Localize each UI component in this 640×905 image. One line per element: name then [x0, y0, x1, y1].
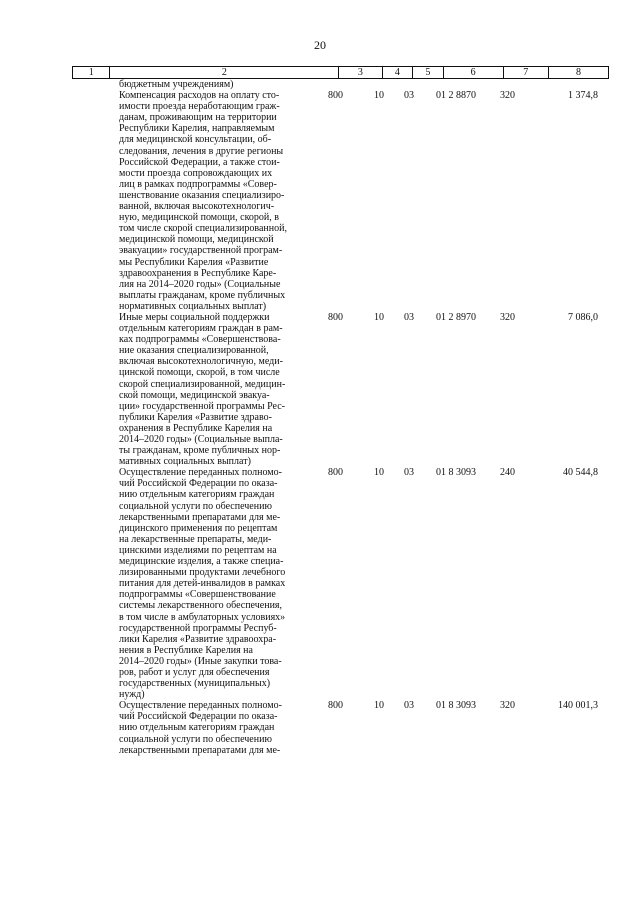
row-section-code: 10	[374, 311, 384, 323]
continuation-row	[0, 79, 640, 90]
row-target-article: 01 2 8870	[436, 90, 476, 102]
page-number: 20	[314, 38, 326, 52]
column-header-7: 7	[503, 67, 548, 79]
row-ministry-code: 800	[328, 467, 343, 479]
row-expense-type: 320	[500, 700, 515, 712]
row-subsection-code: 03	[404, 700, 414, 712]
row-amount: 1 374,8	[568, 90, 598, 102]
column-header-3: 3	[339, 67, 382, 79]
row-description: Осуществление переданных полномо- чий Российской Федерации по оказа- нию отдельным категориям граждан социальной услуги по обеспечению лекарственными препаратами для ме- дицинского применения по рецептам на лекарственные препараты, меди- цинскими изделиями по рецептам на медицинские изделия, а также специа- лизированными продуктами лечебного питания для детей-инвалидов в рамках подпрограммы «Совершенствование системы лекарственного обеспечения, в том числе в амбулаторных условиях» государственной программы Респуб- лики Карелия «Развитие здравоохра- нения в Республике Карелия на 2014–2020 годы» (Иные закупки това- ров, работ и услуг для обеспечения государственных (муниципальных) нужд)	[119, 467, 286, 701]
table-row	[0, 90, 640, 312]
row-amount: 40 544,8	[563, 467, 598, 479]
column-header-row	[72, 66, 609, 79]
row-section-code: 10	[374, 90, 384, 102]
row-description: Компенсация расходов на оплату сто- имости проезда неработающим граж- данам, проживающим на территории Республики Карелия, направляемым для медицинской консультации, об- следования, лечения в другие регионы Российской Федерации, а также стои- мости проезда сопровождающих их лиц в рамках подпрограммы «Совер- шенствование оказания специализиро- ванной, включая высокотехнологич- ную, медицинской помощи, скорой, в том числе скорой специализированной, медицинской помощи, медицинской эвакуации» государственной програм- мы Республики Карелия «Развитие здравоохранения в Республике Каре- лия на 2014–2020 годы» (Социальные выплаты гражданам, кроме публичных нормативных социальных выплат)	[119, 90, 287, 312]
row-subsection-code: 03	[404, 467, 414, 479]
table-row	[0, 312, 640, 467]
row-expense-type: 320	[500, 90, 515, 102]
table-body	[0, 79, 640, 756]
row-section-code: 10	[374, 700, 384, 712]
row-target-article: 01 2 8970	[436, 311, 476, 323]
row-ministry-code: 800	[328, 90, 343, 102]
row-ministry-code: 800	[328, 700, 343, 712]
column-header-5: 5	[413, 67, 444, 79]
row-target-article: 01 8 3093	[436, 467, 476, 479]
table-row	[0, 467, 640, 700]
table-row	[0, 700, 640, 755]
row-description: Осуществление переданных полномо- чий Российской Федерации по оказа- нию отдельным категориям граждан социальной услуги по обеспечению лекарственными препаратами для ме-	[119, 700, 282, 756]
row-subsection-code: 03	[404, 311, 414, 323]
column-header-6: 6	[443, 67, 503, 79]
row-expense-type: 320	[500, 311, 515, 323]
row-amount: 140 001,3	[558, 700, 598, 712]
row-description: Иные меры социальной поддержки отдельным категориям граждан в рам- ках подпрограммы «Совершенствова- ние оказания специализированной, включая высокотехнологичную, меди- цинской помощи, скорой, в том числе скорой специализированной, медицин- ской помощи, медицинской эвакуа- ции» государственной программы Рес- публики Карелия «Развитие здраво- охранения в Республике Карелия на 2014–2020 годы» (Социальные выпла- ты гражданам, кроме публичных нор- мативных социальных выплат)	[119, 311, 286, 468]
row-target-article: 01 8 3093	[436, 700, 476, 712]
column-header-1: 1	[73, 67, 110, 79]
column-header-2: 2	[110, 67, 339, 79]
continuation-text: бюджетным учреждениям)	[119, 79, 234, 90]
column-header-8: 8	[548, 67, 608, 79]
row-amount: 7 086,0	[568, 311, 598, 323]
column-header-4: 4	[382, 67, 413, 79]
row-subsection-code: 03	[404, 90, 414, 102]
row-expense-type: 240	[500, 467, 515, 479]
row-ministry-code: 800	[328, 311, 343, 323]
row-section-code: 10	[374, 467, 384, 479]
